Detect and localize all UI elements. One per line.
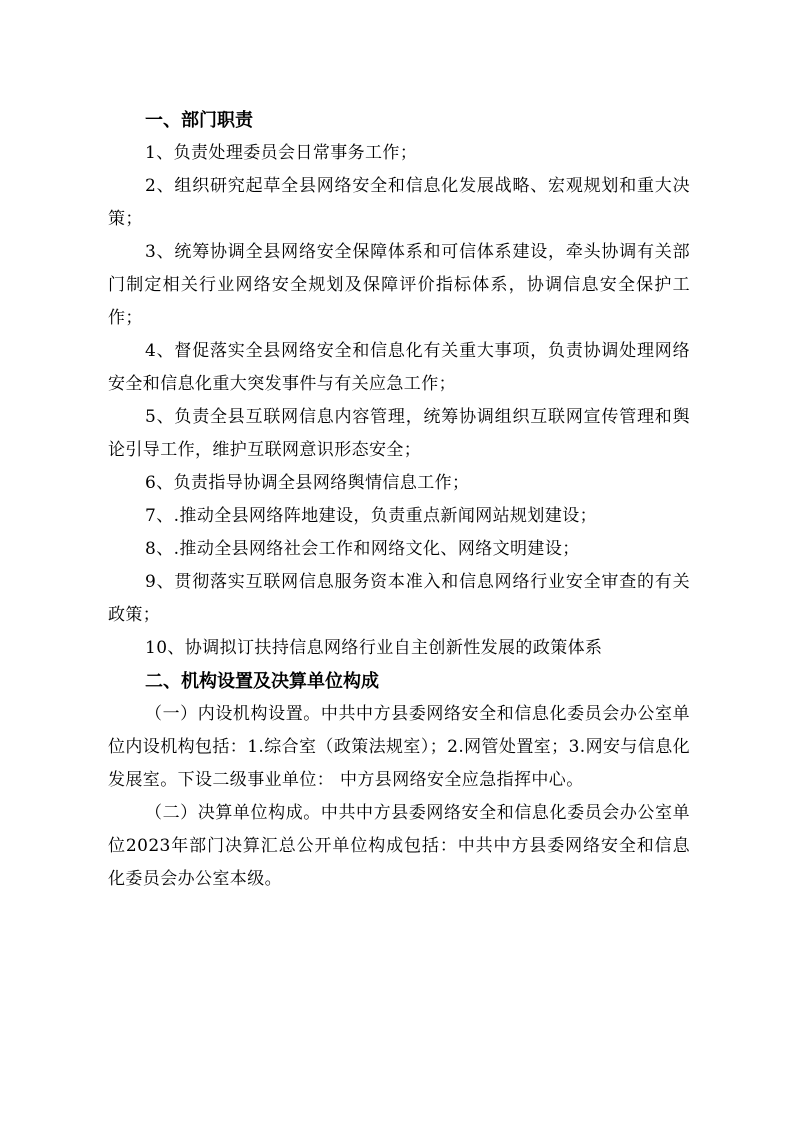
duty-item-10: 10、协调拟订扶持信息网络行业自主创新性发展的政策体系 xyxy=(145,638,603,658)
duty-item-2: 2、组织研究起草全县网络安全和信息化发展战略、宏观规划和重大决策； xyxy=(108,176,690,229)
section-heading-duties: 一、部门职责 xyxy=(145,110,253,131)
duty-item-9: 9、贯彻落实互联网信息服务资本准入和信息网络行业安全审查的有关政策； xyxy=(108,572,690,625)
internal-structure-paragraph: （一）内设机构设置。中共中方县委网络安全和信息化委员会办公室单位内设机构包括：1.综合室（政策法规室）；2.网管处置室；3.网安与信息化发展室。下设二级事业单位： 中方县网络安全应急指挥中心。 xyxy=(108,704,690,790)
document-body xyxy=(108,104,690,896)
section-heading-organization: 二、机构设置及决算单位构成 xyxy=(145,671,379,692)
duty-item-6: 6、负责指导协调全县网络舆情信息工作； xyxy=(145,473,470,493)
duty-item-4: 4、督促落实全县网络安全和信息化有关重大事项，负责协调处理网络安全和信息化重大突发事件与有关应急工作； xyxy=(108,341,690,394)
budget-unit-paragraph: （二）决算单位构成。中共中方县委网络安全和信息化委员会办公室单位2023年部门决算汇总公开单位构成包括：中共中方县委网络安全和信息化委员会办公室本级。 xyxy=(108,803,690,889)
duty-item-7: 7、.推动全县网络阵地建设，负责重点新闻网站规划建设； xyxy=(145,506,598,526)
duty-item-1: 1、负责处理委员会日常事务工作； xyxy=(145,143,418,163)
duty-item-5: 5、负责全县互联网信息内容管理，统筹协调组织互联网宣传管理和舆论引导工作，维护互联网意识形态安全； xyxy=(108,407,690,460)
duty-item-3: 3、统筹协调全县网络安全保障体系和可信体系建设，牵头协调有关部门制定相关行业网络安全规划及保障评价指标体系，协调信息安全保护工作； xyxy=(108,242,690,328)
duty-item-8: 8、.推动全县网络社会工作和网络文化、网络文明建设； xyxy=(145,539,580,559)
